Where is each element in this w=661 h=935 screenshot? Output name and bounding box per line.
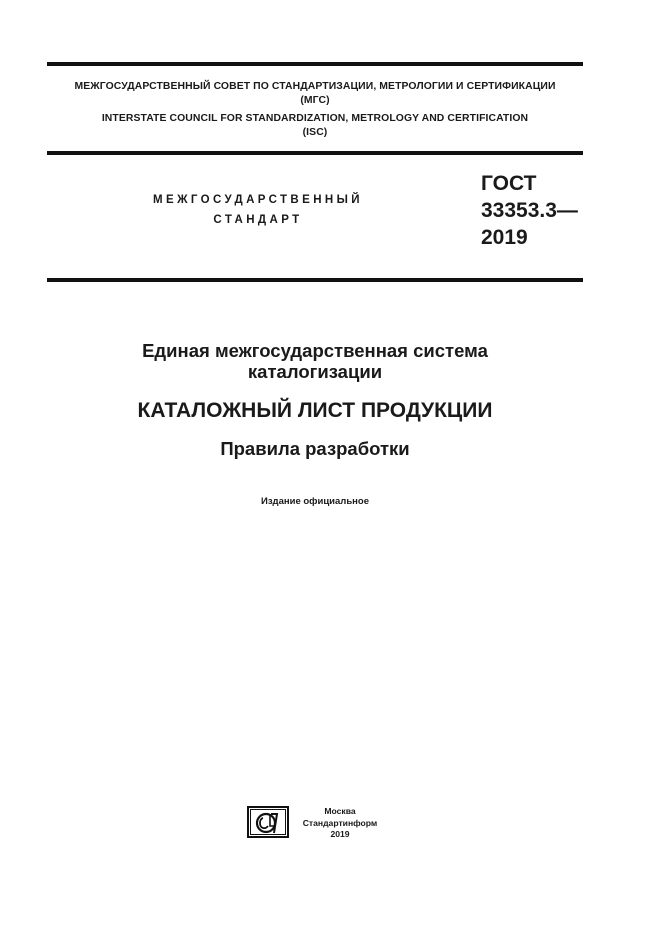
system-title-line2: каталогизации: [247, 361, 383, 382]
standard-type-line1: МЕЖГОСУДАРСТВЕННЫЙ: [153, 194, 363, 206]
council-name-ru-line1: МЕЖГОСУДАРСТВЕННЫЙ СОВЕТ ПО СТАНДАРТИЗАЦИИ, МЕТРОЛОГИИ И СЕРТИФИКАЦИИ: [74, 81, 556, 92]
council-name-en-line1: INTERSTATE COUNCIL FOR STANDARDIZATION, METROLOGY AND CERTIFICATION: [101, 113, 529, 124]
publisher-imprint: [298, 806, 382, 841]
designation-prefix: ГОСТ: [481, 172, 537, 195]
middle-divider: [47, 151, 583, 155]
council-name-en: [47, 112, 583, 140]
council-abbr-en: (ISC): [302, 127, 328, 138]
standard-designation: [481, 170, 578, 251]
designation-year: 2019: [481, 226, 528, 249]
top-divider: [47, 62, 583, 66]
standard-type-line2: СТАНДАРТ: [213, 214, 303, 226]
subtitle: Правила разработки: [220, 438, 410, 459]
council-name-ru: [47, 80, 583, 108]
standartinform-logo-icon: [247, 806, 289, 838]
bottom-divider: [47, 278, 583, 282]
publisher-year: 2019: [330, 829, 350, 839]
main-title: КАТАЛОЖНЫЙ ЛИСТ ПРОДУКЦИИ: [137, 399, 493, 422]
council-abbr-ru: (МГС): [300, 95, 330, 106]
designation-number: 33353.3—: [481, 199, 578, 222]
system-title-line1: Единая межгосударственная система: [142, 340, 488, 361]
edition-label: Издание официальное: [261, 496, 369, 507]
publisher-name: Стандартинформ: [302, 817, 378, 828]
publisher-city: Москва: [324, 806, 356, 816]
system-title: [47, 340, 583, 382]
